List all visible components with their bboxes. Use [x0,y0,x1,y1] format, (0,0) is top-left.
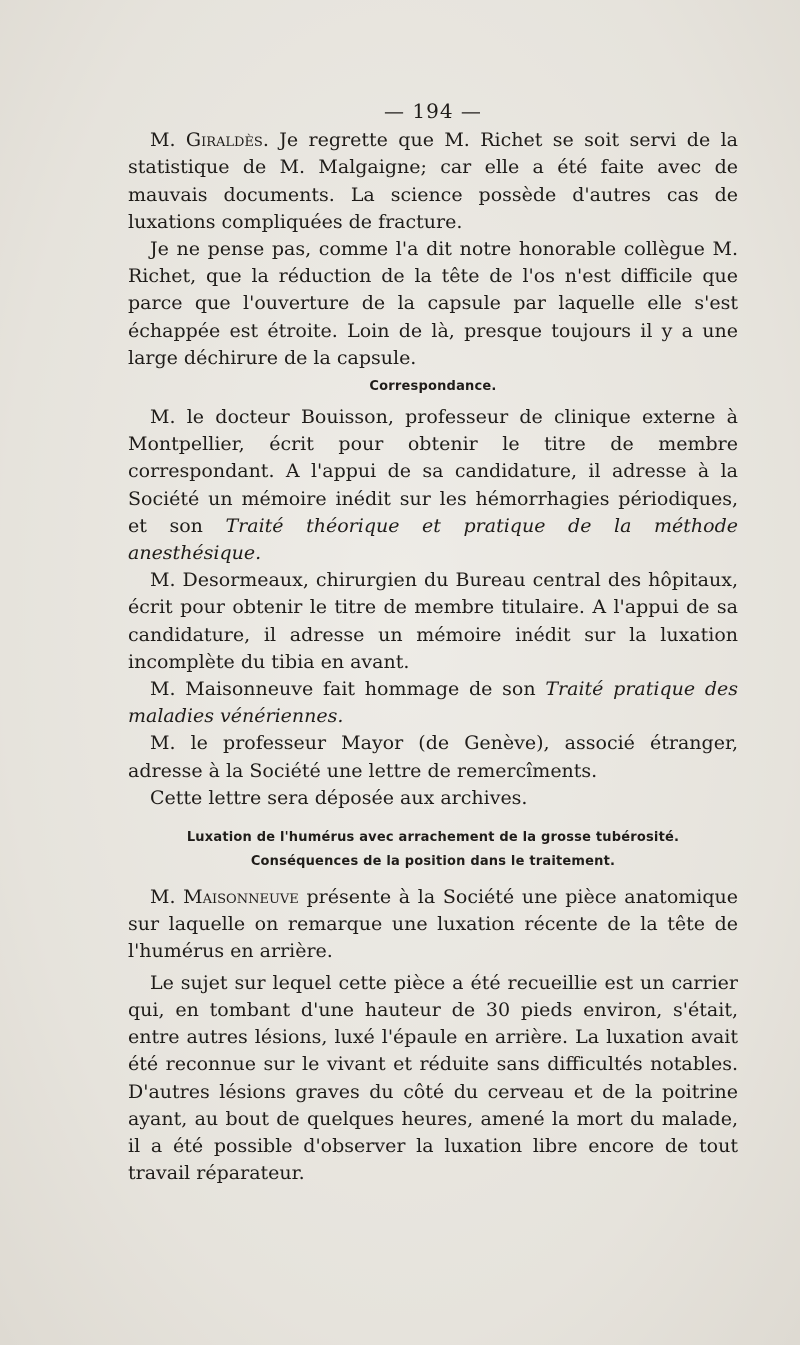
paragraph-text: présente à la Société une pièce anatomique sur laquelle on remarque une luxation récente de la tête de l'humérus en arrière. [128,886,738,963]
heading-line-2: Conséquences de la position dans le traitement. [250,854,616,870]
paragraph-maisonneuve-piece [128,884,738,966]
section-heading-correspondance: Correspondance. [369,379,497,395]
paragraph-carrier: Le sujet sur lequel cette pièce a été recueillie est un carrier qui, en tombant d'une hauteur de 30 pieds environ, s'était, entre autres lésions, luxé l'épaule en arrière. La luxation avait été reconnue sur le vivant et réduite sans difficultés notables. D'autres lésions graves du côté du cerveau et de la poitrine ayant, au bout de quelques heures, amené la mort du malade, il a été possible d'observer la luxation libre encore de tout travail réparateur. [128,971,738,1185]
paragraph-mayor: M. le professeur Mayor (de Genève), associé étranger, adresse à la Société une lettre de remercîments. [128,732,738,782]
speaker-name: M. Giraldès. [150,129,269,152]
section-heading-luxation [128,826,738,874]
speaker-name: M. Maisonneuve [150,886,299,909]
paragraph-desormeaux: M. Desormeaux, chirurgien du Bureau central des hôpitaux, écrit pour obtenir le titre de membre titulaire. A l'appui de sa candidature, il adresse un mémoire inédit sur la luxation incomplète du tibia en avant. [128,569,738,673]
heading-line-1: Luxation de l'humérus avec arrachement de la grosse tubérosité. [186,830,680,846]
paragraph-bouisson [128,404,738,567]
page-number: — 194 — [384,99,482,123]
paragraph-text: Je regrette que M. Richet se soit servi de la statistique de M. Malgaigne; car elle a été faite avec de mauvais documents. La science possède d'autres cas de luxations compliquées de fracture. [128,129,739,233]
book-title: Traité pratique des maladies vénériennes. [128,678,738,728]
paragraph-giraldes [128,127,738,236]
page-body [128,98,738,1187]
paragraph-archives: Cette lettre sera déposée aux archives. [150,786,528,809]
book-title: Traité théorique et pratique de la méthode anesthésique. [128,514,738,565]
paragraph-text: M. le docteur Bouisson, professeur de clinique externe à Montpellier, écrit pour obtenir le titre de membre correspondant. A l'appui de sa candidature, il adresse à la Société un mémoire inédit sur les hémorrhagies périodiques, et son [128,406,738,537]
paragraph-maisonneuve-hommage [128,676,738,730]
paragraph-text: M. Maisonneuve fait hommage de son [150,678,546,701]
paragraph-capsule: Je ne pense pas, comme l'a dit notre honorable collègue M. Richet, que la réduction de la tête de l'os n'est difficile que parce que l'ouverture de la capsule par laquelle elle s'est échappée est étroite. Loin de là, presque toujours il y a une large déchirure de la capsule. [128,238,738,369]
